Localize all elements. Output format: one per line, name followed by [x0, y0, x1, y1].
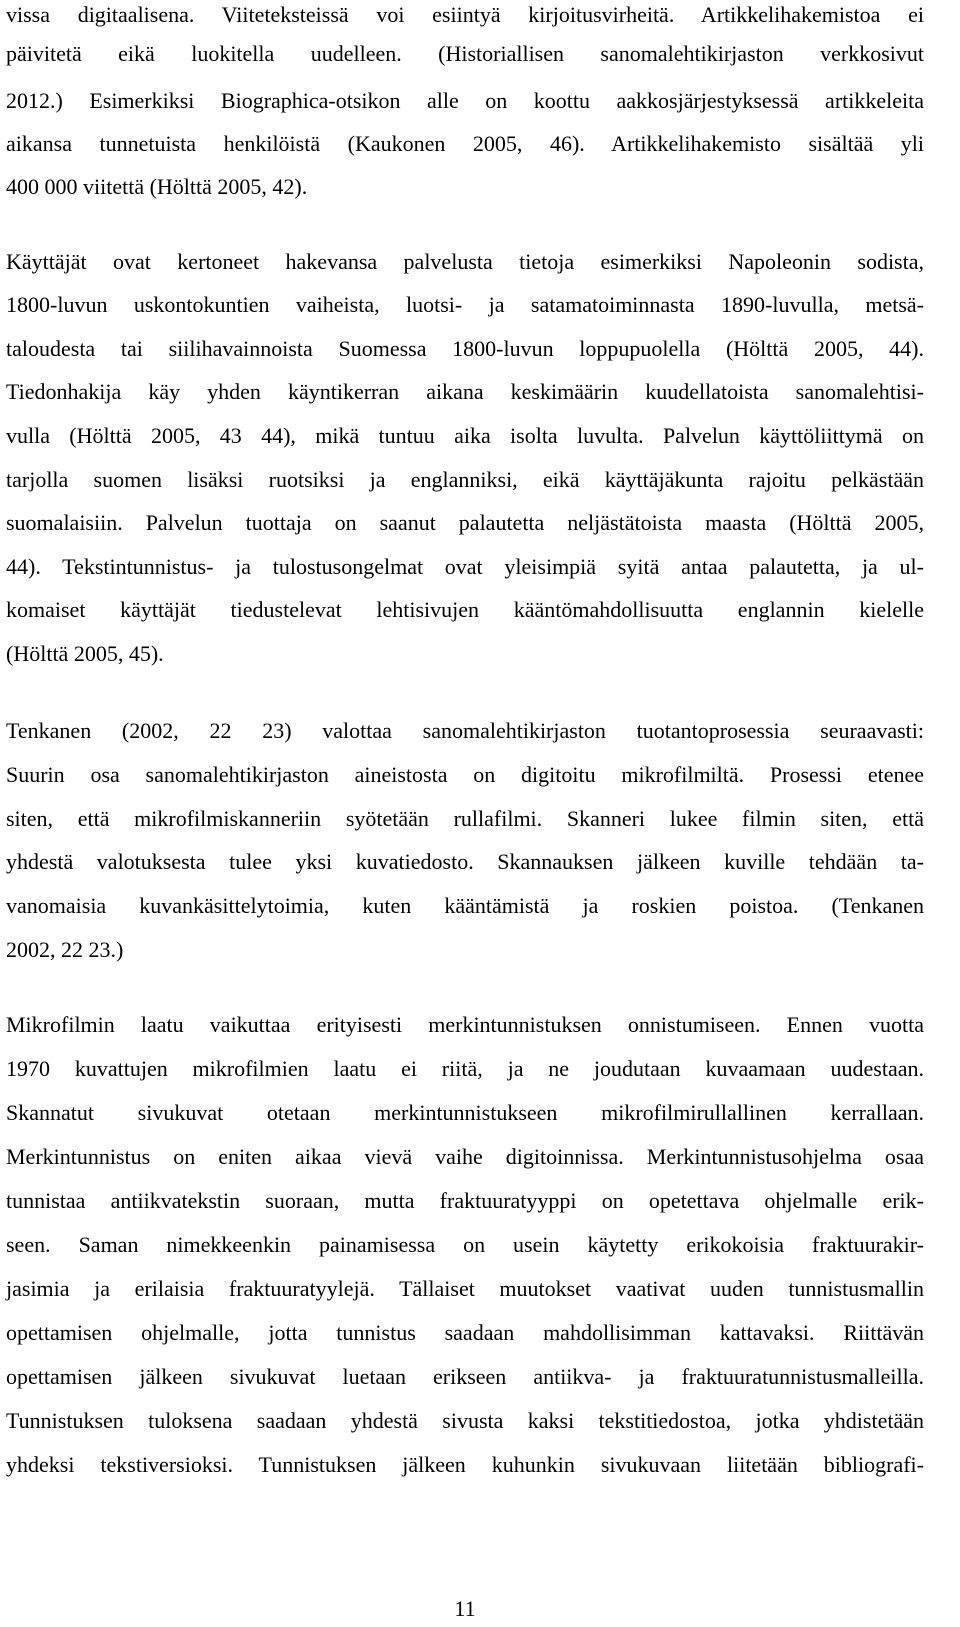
- text-line: suomalaisiin. Palvelun tuottaja on saanut palautetta neljästätoista maasta (Hölttä 2005,: [6, 510, 924, 535]
- text-line: vanomaisia kuvankäsittelytoimia, kuten kääntämistä ja roskien poistoa. (Tenkanen: [6, 893, 924, 918]
- text-line: 44). Tekstintunnistus- ja tulostusongelmat ovat yleisimpiä syitä antaa palautetta, ja ul-: [6, 554, 924, 579]
- text-line: 2012.) Esimerkiksi Biographica-otsikon alle on koottu aakkosjärjestyksessä artikkeleita: [6, 88, 924, 113]
- text-line: Skannatut sivukuvat otetaan merkintunnistukseen mikrofilmirullallinen kerrallaan.: [6, 1100, 924, 1125]
- text-line: Käyttäjät ovat kertoneet hakevansa palvelusta tietoja esimerkiksi Napoleonin sodista,: [6, 249, 924, 274]
- text-line: yhdeksi tekstiversioksi. Tunnistuksen jälkeen kuhunkin sivukuvaan liitetään bibliografi-: [6, 1452, 924, 1477]
- text-line: vulla (Hölttä 2005, 43 44), mikä tuntuu aika isolta luvulta. Palvelun käyttöliittymä on: [6, 423, 924, 448]
- text-line: Tiedonhakija käy yhden käyntikerran aikana keskimäärin kuudellatoista sanomalehtisi-: [6, 379, 924, 404]
- text-line: taloudesta tai siilihavainnoista Suomessa 1800-luvun loppupuolella (Hölttä 2005, 44).: [6, 336, 924, 361]
- text-line: tarjolla suomen lisäksi ruotsiksi ja englanniksi, eikä käyttäjäkunta rajoitu pelkästään: [6, 467, 924, 492]
- text-line: 2002, 22 23.): [6, 937, 124, 962]
- text-line: Tenkanen (2002, 22 23) valottaa sanomalehtikirjaston tuotantoprosessia seuraavasti:: [6, 718, 924, 743]
- text-line: tunnistaa antiikvatekstin suoraan, mutta fraktuuratyyppi on opetettava ohjelmalle erik-: [6, 1188, 924, 1213]
- text-line: siten, että mikrofilmiskanneriin syötetään rullafilmi. Skanneri lukee filmin siten, että: [6, 806, 924, 831]
- text-line: päivitetä eikä luokitella uudelleen. (Historiallisen sanomalehtikirjaston verkkosivut: [6, 41, 924, 66]
- text-line: aikansa tunnetuista henkilöistä (Kaukonen 2005, 46). Artikkelihakemisto sisältää yli: [6, 131, 924, 156]
- text-line: Suurin osa sanomalehtikirjaston aineistosta on digitoitu mikrofilmiltä. Prosessi etenee: [6, 762, 924, 787]
- text-line: 1970 kuvattujen mikrofilmien laatu ei riitä, ja ne joudutaan kuvaamaan uudestaan.: [6, 1056, 924, 1081]
- page-number: 11: [454, 1596, 476, 1621]
- text-line: yhdestä valotuksesta tulee yksi kuvatiedosto. Skannauksen jälkeen kuville tehdään ta-: [6, 849, 924, 874]
- text-line: seen. Saman nimekkeenkin painamisessa on usein käytetty erikokoisia fraktuurakir-: [6, 1232, 924, 1257]
- text-line: Tunnistuksen tuloksena saadaan yhdestä sivusta kaksi tekstitiedostoa, jotka yhdistetään: [6, 1408, 924, 1433]
- text-line: 1800-luvun uskontokuntien vaiheista, luotsi- ja satamatoiminnasta 1890-luvulla, metsä-: [6, 292, 924, 317]
- text-line: 400 000 viitettä (Hölttä 2005, 42).: [6, 174, 308, 199]
- text-line: komaiset käyttäjät tiedustelevat lehtisivujen kääntömahdollisuutta englannin kielelle: [6, 597, 924, 622]
- text-line: Mikrofilmin laatu vaikuttaa erityisesti merkintunnistuksen onnistumiseen. Ennen vuotta: [6, 1012, 924, 1037]
- text-line: vissa digitaalisena. Viiteteksteissä voi esiintyä kirjoitusvirheitä. Artikkelihakemistoa ei: [6, 2, 924, 27]
- text-line: jasimia ja erilaisia fraktuuratyylejä. Tällaiset muutokset vaativat uuden tunnistusmallin: [6, 1276, 924, 1301]
- text-line: opettamisen jälkeen sivukuvat luetaan erikseen antiikva- ja fraktuuratunnistusmalleilla.: [6, 1364, 924, 1389]
- text-line: Merkintunnistus on eniten aikaa vievä vaihe digitoinnissa. Merkintunnistusohjelma osaa: [6, 1144, 924, 1169]
- text-line: (Hölttä 2005, 45).: [6, 641, 164, 666]
- text-line: opettamisen ohjelmalle, jotta tunnistus saadaan mahdollisimman kattavaksi. Riittävän: [6, 1320, 924, 1345]
